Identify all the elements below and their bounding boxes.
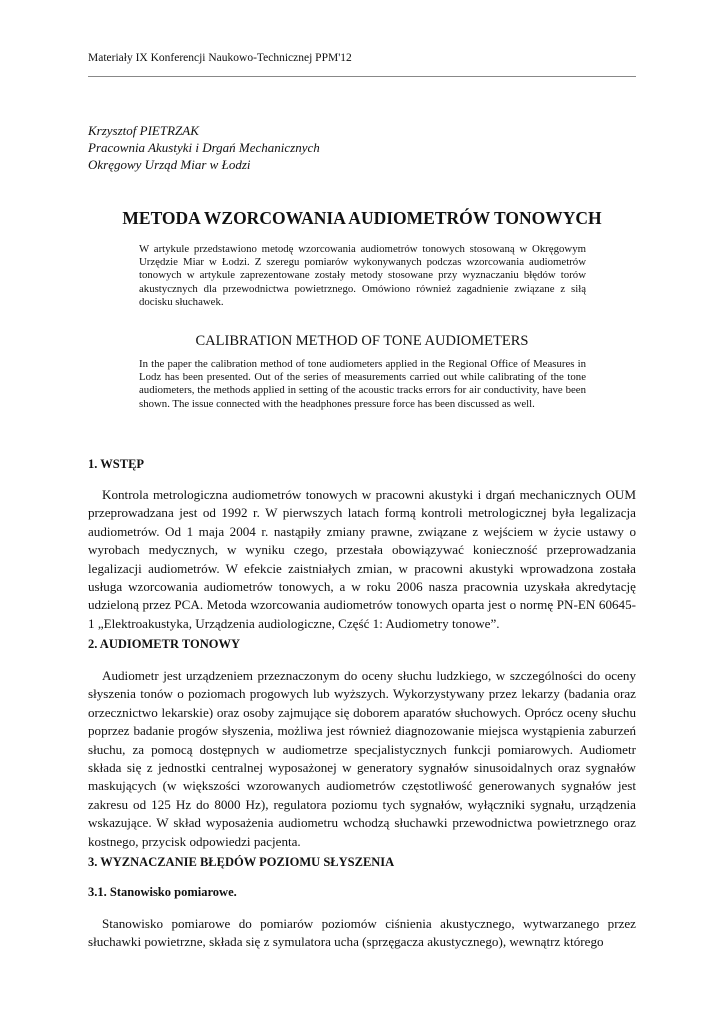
paper-title-polish: METODA WZORCOWANIA AUDIOMETRÓW TONOWYCH <box>122 208 602 228</box>
section-1-heading: 1. WSTĘP <box>88 457 145 471</box>
abstract-english: In the paper the calibration method of tone audiometers applied in the Regional Office of Measures in Lodz has been presented. Out of the series of measurements carried out while calibrating of the tone audiometers, the methods applied in setting of the acoustic tracks errors for air conductivity, have been shown. The issue connected with the headphones pressure force has been discussed as well. <box>139 358 586 410</box>
section-3-heading: 3. WYZNACZANIE BŁĘDÓW POZIOMU SŁYSZENIA <box>88 855 395 869</box>
section-1-text: Kontrola metrologiczna audiometrów tonowych w pracowni akustyki i drgań mechanicznych OUM przeprowadzana jest od 1992 r. W pierwszych latach formą kontroli metrologicznej była legalizacja audiometrów. Od 1 maja 2004 r. nastąpiły zmiany prawne, związane z wejściem w życie ustawy o wyrobach medycznych, w wyniku czego, przestała obowiązywać konieczność przeprowadzania legalizacji audiometrów. W efekcie zaistniałych zmian, w pracowni akustyki wprowadzona została usługa wzorcowania audiometrów tonowych, a w roku 2006 nasza pracownia uzyskała akredytację udzieloną przez PCA. Metoda wzorcowania audiometrów tonowych oparta jest o normę PN-EN 60645-1 „Elektroakustyka, Urządzenia audiologiczne, Część 1: Audiometry tonowe”. <box>88 487 636 631</box>
section-2-text: Audiometr jest urządzeniem przeznaczonym do oceny słuchu ludzkiego, w szczególności do oceny słyszenia tonów o poziomach progowych lub wyższych. Wykorzystywany przez lekarzy (badania oraz orzecznictwo lekarskie) oraz osoby zajmujące się doborem aparatów słuchowych. Oprócz oceny słuchu poprzez badanie progów słyszenia, możliwa jest również diagnozowanie miejsca wystąpienia zaburzeń słuchu, za pomocą dostępnych w audiometrze specjalistycznych funkcji pomiarowych. Audiometr składa się z jednostki centralnej wyposażonej w generatory sygnałów sinusoidalnych oraz sygnałów maskujących (w większości wzorowanych audiometrów częstotliwość generowanych sygnałów jest zakresu od 125 Hz do 8000 Hz), regulatora poziomu tych sygnałów, wyłączniki sygnału, urządzenia wskazujące. W skład wyposażenia audiometru wchodzą słuchawki przewodnictwa powietrznego oraz kostnego, przycisk odpowiedzi pacjenta. <box>88 668 636 849</box>
abstract-polish: W artykule przedstawiono metodę wzorcowania audiometrów tonowych stosowaną w Okręgowym Urzędzie Miar w Łodzi. Z szeregu pomiarów wykonywanych podczas wzorcowania audiometrów tonowych w artykule zaprezentowane zostały metody stosowane przy wyznaczaniu błędów torów akustycznych dla przewodnictwa powietrznego. Omówiono również zagadnienie związane z siłą docisku słuchawek. <box>139 243 586 308</box>
subsection-3-1-text: Stanowisko pomiarowe do pomiarów poziomów ciśnienia akustycznego, wytwarzanego przez słuchawki powietrzne, składa się z symulatora ucha (sprzęgacza akustycznego), wewnątrz którego <box>88 916 636 950</box>
author-office: Okręgowy Urząd Miar w Łodzi <box>88 157 251 172</box>
running-header: Materiały IX Konferencji Naukowo-Technicznej PPM'12 <box>88 52 636 77</box>
section-2-heading: 2. AUDIOMETR TONOWY <box>88 637 240 651</box>
author-lab: Pracownia Akustyki i Drgań Mechanicznych <box>88 140 320 155</box>
author-name: Krzysztof PIETRZAK <box>88 123 199 138</box>
author-affiliation <box>88 122 320 173</box>
paper-title-english: CALIBRATION METHOD OF TONE AUDIOMETERS <box>195 333 529 349</box>
subsection-3-1-heading: 3.1. Stanowisko pomiarowe. <box>88 885 237 899</box>
